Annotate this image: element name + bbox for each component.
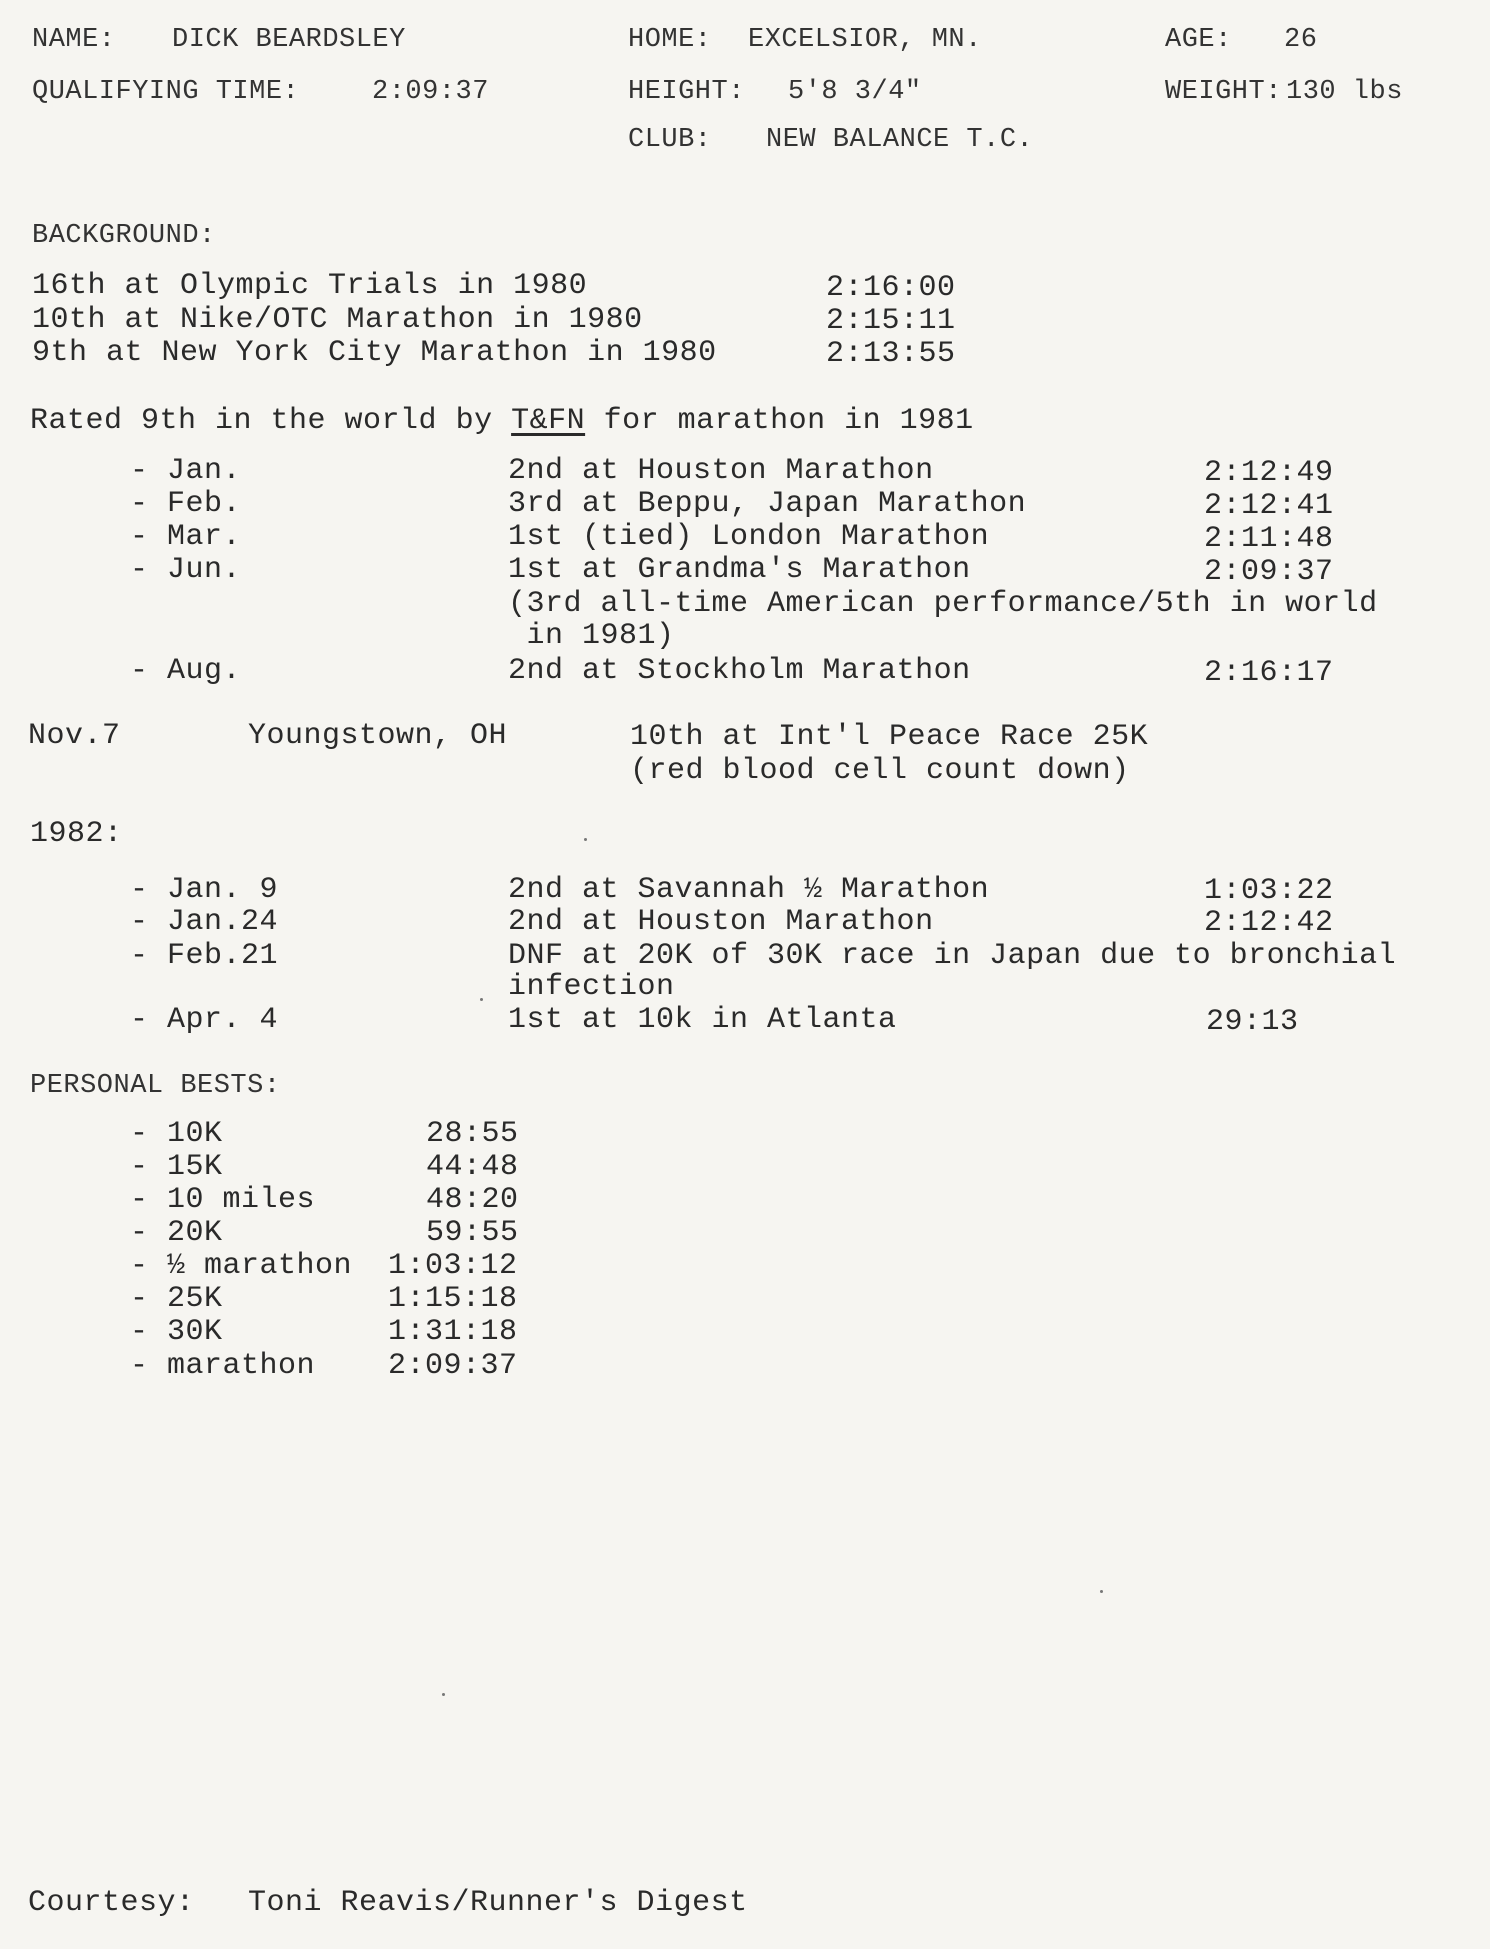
pb-event: - 15K bbox=[130, 1150, 223, 1184]
name-label: NAME: bbox=[32, 25, 116, 55]
pb-time: 1:03:12 bbox=[388, 1249, 518, 1283]
race-result: 1st at Grandma's Marathon bbox=[508, 553, 971, 587]
race-time: 1:03:22 bbox=[1204, 874, 1334, 908]
race-date: - Aug. bbox=[130, 654, 242, 688]
race-date: - Feb.21 bbox=[130, 939, 279, 973]
race-time: 2:12:49 bbox=[1204, 456, 1334, 490]
race-time: 2:09:37 bbox=[1204, 555, 1334, 589]
race-result: 2nd at Houston Marathon bbox=[508, 905, 934, 939]
pb-event: - 20K bbox=[130, 1216, 223, 1250]
nov-note: (red blood cell count down) bbox=[630, 754, 1130, 788]
qualifying-time-label: QUALIFYING TIME: bbox=[32, 77, 300, 107]
rated-publication: T&FN bbox=[511, 404, 586, 438]
pb-time: 1:31:18 bbox=[388, 1315, 518, 1349]
background-item: 9th at New York City Marathon in 1980 bbox=[32, 336, 717, 370]
nov-place: Youngstown, OH bbox=[248, 719, 508, 753]
race-result-continued: infection bbox=[508, 970, 675, 1004]
home-value: EXCELSIOR, MN. bbox=[748, 25, 982, 55]
paper-speck bbox=[442, 1693, 445, 1696]
race-time: 2:11:48 bbox=[1204, 522, 1334, 556]
rated-line bbox=[30, 405, 974, 437]
race-note: in 1981) bbox=[508, 619, 675, 653]
background-item: 10th at Nike/OTC Marathon in 1980 bbox=[32, 303, 643, 337]
pb-time: 1:15:18 bbox=[388, 1282, 518, 1316]
pb-event: - 30K bbox=[130, 1315, 223, 1349]
background-heading: BACKGROUND: bbox=[32, 221, 216, 251]
height-label: HEIGHT: bbox=[628, 77, 745, 107]
race-date: - Apr. 4 bbox=[130, 1003, 279, 1037]
pb-event: - 10K bbox=[130, 1117, 223, 1151]
race-date: - Jan. bbox=[130, 454, 242, 488]
pb-event: - 10 miles bbox=[130, 1183, 316, 1217]
race-date: - Feb. bbox=[130, 487, 242, 521]
race-result: 1st (tied) London Marathon bbox=[508, 520, 990, 554]
race-date: - Mar. bbox=[130, 520, 242, 554]
race-date: - Jan.24 bbox=[130, 905, 279, 939]
name-value: DICK BEARDSLEY bbox=[172, 25, 406, 55]
pb-time: 2:09:37 bbox=[388, 1349, 518, 1383]
background-item-time: 2:15:11 bbox=[826, 304, 956, 338]
age-value: 26 bbox=[1284, 25, 1318, 55]
race-date: - Jan. 9 bbox=[130, 873, 279, 907]
paper-speck bbox=[480, 998, 483, 1001]
personal-bests-heading: PERSONAL BESTS: bbox=[30, 1071, 281, 1101]
rated-prefix: Rated 9th in the world by bbox=[30, 404, 493, 438]
footer-value: Toni Reavis/Runner's Digest bbox=[248, 1886, 748, 1920]
home-label: HOME: bbox=[628, 25, 712, 55]
weight-label: WEIGHT: bbox=[1165, 77, 1282, 107]
race-result: 3rd at Beppu, Japan Marathon bbox=[508, 487, 1027, 521]
paper-speck bbox=[584, 838, 587, 841]
pb-time: 44:48 bbox=[426, 1150, 519, 1184]
club-value: NEW BALANCE T.C. bbox=[766, 125, 1034, 155]
pb-event: - 25K bbox=[130, 1282, 223, 1316]
age-label: AGE: bbox=[1165, 25, 1232, 55]
background-item: 16th at Olympic Trials in 1980 bbox=[32, 269, 588, 303]
club-label: CLUB: bbox=[628, 125, 712, 155]
nov-date: Nov.7 bbox=[28, 719, 121, 753]
race-date: - Jun. bbox=[130, 553, 242, 587]
race-time: 2:12:42 bbox=[1204, 906, 1334, 940]
race-time: 2:12:41 bbox=[1204, 489, 1334, 523]
race-time: 29:13 bbox=[1206, 1005, 1299, 1039]
weight-value: 130 lbs bbox=[1286, 77, 1403, 107]
pb-event: - ½ marathon bbox=[130, 1249, 353, 1283]
race-time: 2:16:17 bbox=[1204, 656, 1334, 690]
pb-event: - marathon bbox=[130, 1349, 316, 1383]
race-result: 2nd at Savannah ½ Marathon bbox=[508, 873, 990, 907]
rated-suffix: for marathon in 1981 bbox=[603, 404, 974, 438]
pb-time: 48:20 bbox=[426, 1183, 519, 1217]
nov-result: 10th at Int'l Peace Race 25K bbox=[630, 720, 1149, 754]
paper-speck bbox=[1100, 1590, 1103, 1593]
background-item-time: 2:13:55 bbox=[826, 337, 956, 371]
year-1982-heading: 1982: bbox=[30, 817, 123, 851]
race-result: 2nd at Houston Marathon bbox=[508, 454, 934, 488]
race-result: DNF at 20K of 30K race in Japan due to bronchial bbox=[508, 939, 1397, 973]
background-item-time: 2:16:00 bbox=[826, 271, 956, 305]
qualifying-time-value: 2:09:37 bbox=[372, 77, 489, 107]
footer-label: Courtesy: bbox=[28, 1886, 195, 1920]
race-note: (3rd all-time American performance/5th in world bbox=[508, 587, 1378, 621]
height-value: 5'8 3/4" bbox=[788, 77, 922, 107]
pb-time: 59:55 bbox=[426, 1216, 519, 1250]
race-result: 1st at 10k in Atlanta bbox=[508, 1003, 897, 1037]
race-result: 2nd at Stockholm Marathon bbox=[508, 654, 971, 688]
pb-time: 28:55 bbox=[426, 1117, 519, 1151]
